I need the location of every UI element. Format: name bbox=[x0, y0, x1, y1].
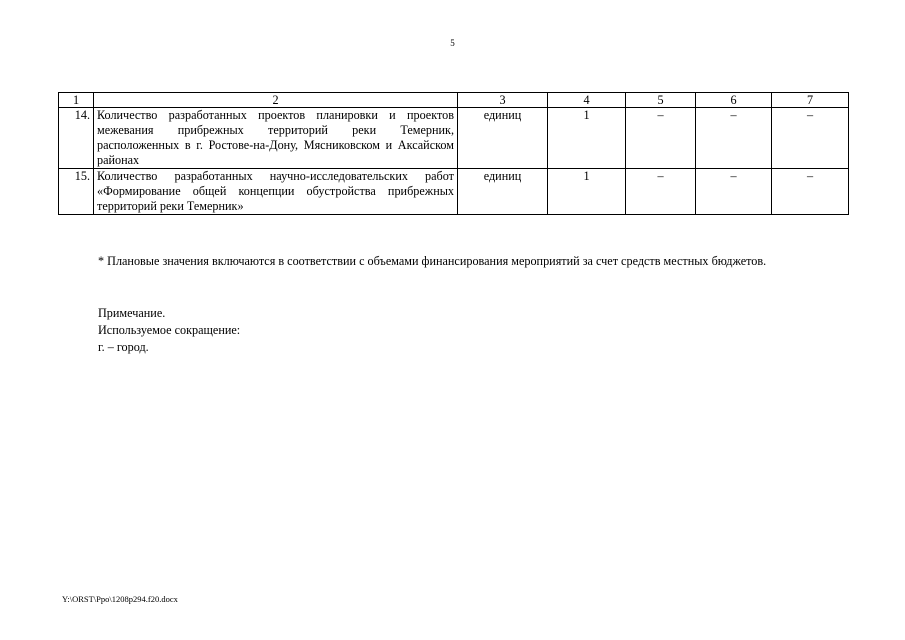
header-col-7: 7 bbox=[772, 93, 849, 108]
row-value-col4: 1 bbox=[548, 169, 626, 215]
footnote: * Плановые значения включаются в соответствии с объемами финансирования мероприятий за счет средств местных бюджетов. bbox=[98, 254, 767, 268]
header-col-6: 6 bbox=[696, 93, 772, 108]
row-value-col5: – bbox=[626, 108, 696, 169]
row-number: 14. bbox=[59, 108, 94, 169]
file-path: Y:\ORST\Ppo\1208p294.f20.docx bbox=[62, 594, 178, 604]
row-unit: единиц bbox=[458, 169, 548, 215]
header-col-5: 5 bbox=[626, 93, 696, 108]
row-value-col5: – bbox=[626, 169, 696, 215]
indicators-table-container bbox=[58, 92, 849, 215]
note-abbreviation: г. – город. bbox=[98, 340, 149, 354]
row-value-col7: – bbox=[772, 108, 849, 169]
row-description: Количество разработанных проектов планировки и проектов межевания прибрежных территорий реки Темерник, расположенных в г. Ростове-на-Дону, Мясниковском и Аксайском районах bbox=[94, 108, 458, 169]
note-subtitle: Используемое сокращение: bbox=[98, 323, 241, 337]
row-unit: единиц bbox=[458, 108, 548, 169]
note-title: Примечание. bbox=[98, 306, 166, 320]
page-number: 5 bbox=[450, 38, 455, 48]
header-col-4: 4 bbox=[548, 93, 626, 108]
row-value-col6: – bbox=[696, 169, 772, 215]
table-header-row bbox=[59, 93, 849, 108]
note-block bbox=[98, 305, 240, 356]
row-value-col7: – bbox=[772, 169, 849, 215]
row-number: 15. bbox=[59, 169, 94, 215]
row-value-col4: 1 bbox=[548, 108, 626, 169]
indicators-table bbox=[58, 92, 849, 215]
row-value-col6: – bbox=[696, 108, 772, 169]
header-col-2: 2 bbox=[94, 93, 458, 108]
table-row bbox=[59, 108, 849, 169]
row-description: Количество разработанных научно-исследовательских работ «Формирование общей концепции обустройства прибрежных территорий реки Темерник» bbox=[94, 169, 458, 215]
header-col-1: 1 bbox=[59, 93, 94, 108]
table-row bbox=[59, 169, 849, 215]
header-col-3: 3 bbox=[458, 93, 548, 108]
